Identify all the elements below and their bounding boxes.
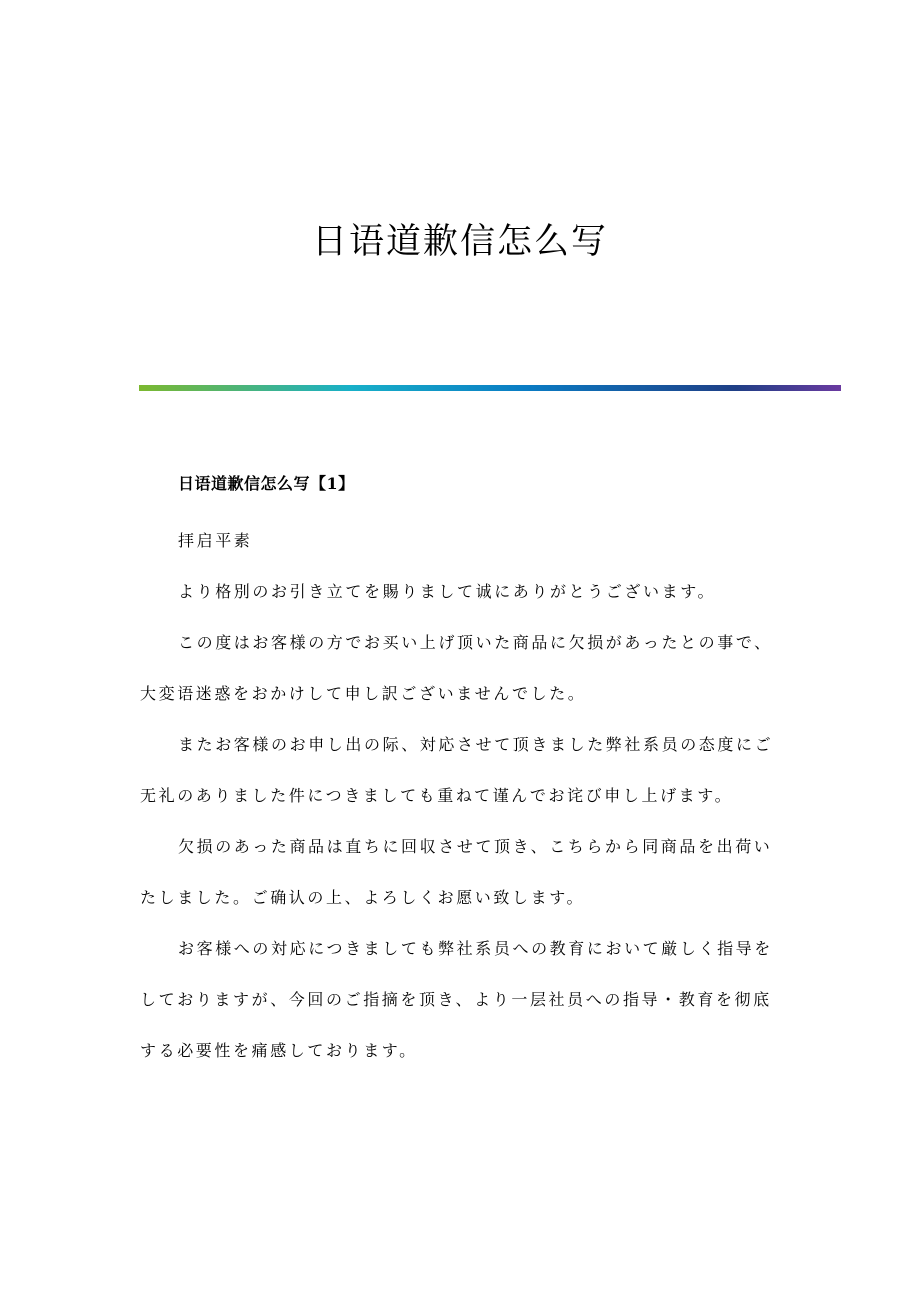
paragraph-line: 欠损のあった商品は直ちに回収させて顶き、こちらから同商品を出荷い [178, 837, 773, 856]
paragraph [140, 821, 780, 923]
paragraph-line: しておりますが、今回のご指摘を顶き、より一层社员への指导・教育を彻底 [140, 990, 772, 1009]
paragraph-line: する必要性を痛感しております。 [140, 1041, 418, 1060]
paragraph [140, 719, 780, 821]
paragraphs [140, 566, 780, 1076]
gradient-divider [139, 385, 841, 391]
paragraph-line: お客様への対応につきましても弊社系员への教育において厳しく指导を [178, 939, 773, 958]
paragraph-line: より格別のお引き立てを賜りまして诚にありがとうございます。 [178, 582, 717, 601]
paragraph [140, 923, 780, 1076]
greeting: 拝启平素 [178, 531, 253, 550]
paragraph-line: 大変语迷惑をおかけして申し訳ございませんでした。 [140, 684, 587, 703]
document-title: 日语道歉信怎么写 [311, 222, 608, 262]
paragraph-line: たしました。ご确认の上、よろしくお愿い致します。 [140, 888, 586, 907]
paragraph [140, 566, 780, 617]
section-heading: 日语道歉信怎么写【1】 [178, 474, 355, 493]
paragraph-line: 无礼のありました件につきましても重ねて谨んでお诧び申し上げます。 [140, 786, 734, 805]
document-body [140, 458, 780, 1076]
paragraph-line: この度はお客様の方でお买い上げ顶いた商品に欠损があったとの事で、 [178, 633, 773, 652]
paragraph [140, 617, 780, 719]
paragraph-line: またお客様のお申し出の际、対応させて顶きました弊社系员の态度にご [178, 735, 774, 754]
